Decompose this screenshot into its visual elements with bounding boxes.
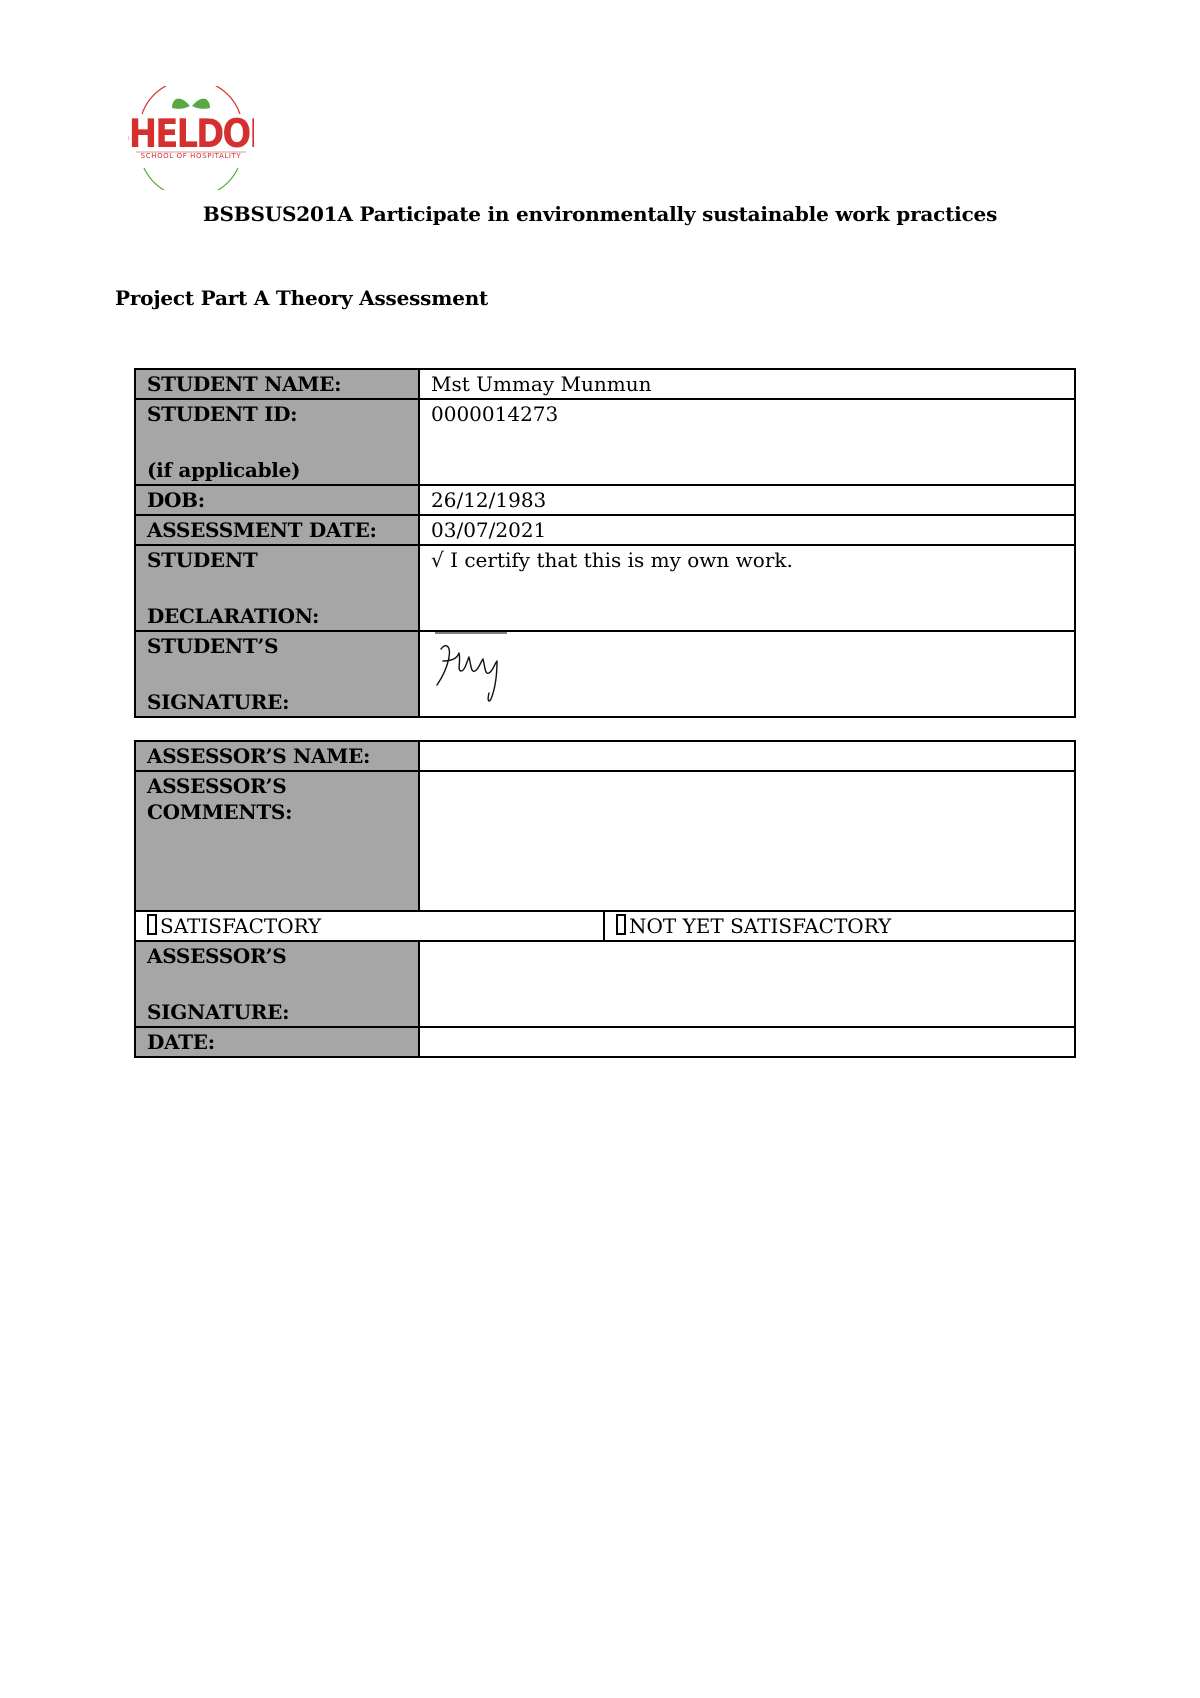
handwritten-signature-image	[431, 631, 511, 707]
leaf-logo-icon	[128, 86, 254, 190]
satisfactory-checkbox[interactable]	[147, 914, 157, 935]
satisfactory-option[interactable]	[135, 911, 604, 941]
assessor-signature-label-line-1: ASSESSOR’S	[147, 944, 287, 968]
sheldon-logo	[128, 86, 254, 190]
assessor-date-label: DATE:	[135, 1027, 419, 1057]
student-id-row	[135, 399, 1075, 485]
not-yet-satisfactory-option[interactable]	[604, 911, 1075, 941]
assessment-date-field[interactable]: 03/07/2021	[419, 515, 1075, 545]
assessor-details-table	[134, 740, 1076, 1058]
assessor-signature-row	[135, 941, 1075, 1027]
dob-field[interactable]: 26/12/1983	[419, 485, 1075, 515]
student-signature-label-line-2: SIGNATURE:	[147, 690, 290, 714]
assessor-date-field[interactable]	[419, 1027, 1075, 1057]
course-title: BSBSUS201A Participate in environmentally sustainable work practices	[202, 202, 998, 226]
assessor-signature-field[interactable]	[419, 941, 1075, 1027]
student-name-row	[135, 369, 1075, 399]
not-yet-satisfactory-label: NOT YET SATISFACTORY	[629, 914, 892, 938]
assessor-comments-field[interactable]	[419, 771, 1075, 911]
assessor-name-field[interactable]	[419, 741, 1075, 771]
assessor-comments-row	[135, 771, 1075, 911]
assessor-comments-label	[135, 771, 419, 911]
declaration-field[interactable]: √ I certify that this is my own work.	[419, 545, 1075, 631]
assessor-comments-label-line-2: COMMENTS:	[147, 800, 293, 824]
student-details-table	[134, 368, 1076, 718]
declaration-label-line-1: STUDENT	[147, 548, 258, 572]
student-id-label-text: STUDENT ID:	[147, 402, 298, 426]
student-signature-row	[135, 631, 1075, 717]
assessor-name-label: ASSESSOR’S NAME:	[135, 741, 419, 771]
declaration-label-line-2: DECLARATION:	[147, 604, 320, 628]
student-name-label: STUDENT NAME:	[135, 369, 419, 399]
declaration-label	[135, 545, 419, 631]
result-row	[135, 911, 1075, 941]
student-signature-label-line-1: STUDENT’S	[147, 634, 279, 658]
student-id-sub-label: (if applicable)	[147, 458, 301, 482]
assessor-signature-label-line-2: SIGNATURE:	[147, 1000, 290, 1024]
assessor-name-row	[135, 741, 1075, 771]
svg-text:SCHOOL OF HOSPITALITY: SCHOOL OF HOSPITALITY	[140, 152, 242, 160]
student-id-field[interactable]: 0000014273	[419, 399, 1075, 485]
student-signature-label	[135, 631, 419, 717]
student-signature-field[interactable]	[419, 631, 1075, 717]
declaration-row	[135, 545, 1075, 631]
assessment-date-label: ASSESSMENT DATE:	[135, 515, 419, 545]
dob-label: DOB:	[135, 485, 419, 515]
student-id-label	[135, 399, 419, 485]
svg-text:SHELDON: HELDO	[128, 110, 250, 157]
part-title: Project Part A Theory Assessment	[115, 286, 489, 310]
dob-row	[135, 485, 1075, 515]
assessor-comments-label-line-1: ASSESSOR’S	[147, 774, 287, 798]
assessor-signature-label	[135, 941, 419, 1027]
student-name-field[interactable]: Mst Ummay Munmun	[419, 369, 1075, 399]
satisfactory-label: SATISFACTORY	[160, 914, 322, 938]
assessor-date-row	[135, 1027, 1075, 1057]
assessment-date-row	[135, 515, 1075, 545]
not-yet-satisfactory-checkbox[interactable]	[616, 914, 626, 935]
